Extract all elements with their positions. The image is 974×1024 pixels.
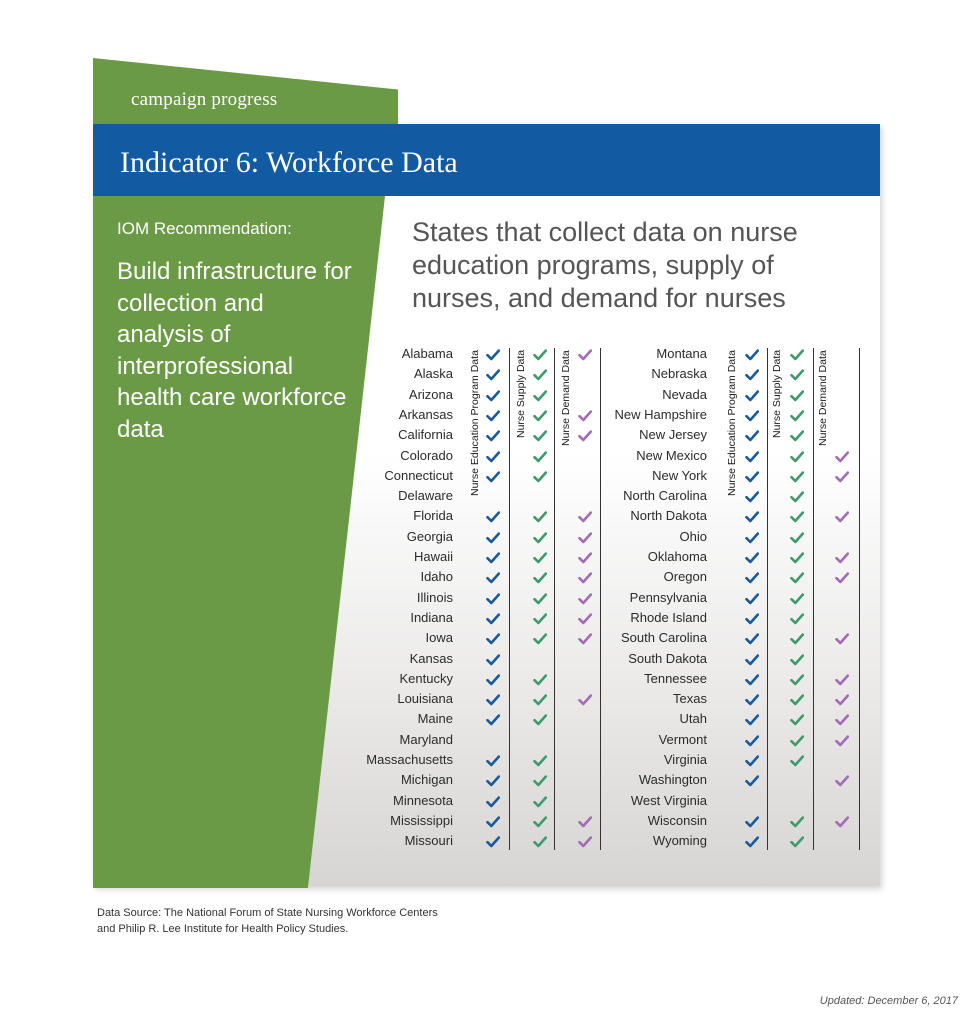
source-line-1: Data Source: The National Forum of State Nursing Workforce Centers: [97, 907, 438, 919]
supply-check-icon: [790, 713, 804, 725]
education-check-icon: [745, 389, 759, 401]
education-check-icon: [745, 653, 759, 665]
state-label: Missouri: [404, 833, 453, 849]
supply-check-icon: [790, 389, 804, 401]
state-label: Colorado: [400, 447, 453, 463]
education-check-icon: [745, 612, 759, 624]
column-header-education: Nurse Education Program Data: [469, 350, 481, 496]
state-label: Montana: [656, 346, 707, 361]
state-label: Arkansas: [398, 406, 453, 422]
state-label: Maryland: [399, 731, 453, 747]
page-title: Indicator 6: Workforce Data: [120, 146, 458, 179]
column-divider: [859, 348, 860, 850]
state-label: Utah: [679, 711, 707, 727]
supply-check-icon: [790, 551, 804, 563]
state-label: Virginia: [663, 752, 707, 767]
state-label: West Virginia: [630, 792, 707, 808]
state-label: Pennsylvania: [629, 589, 707, 605]
education-check-icon: [745, 551, 759, 563]
education-check-icon: [745, 510, 759, 522]
state-label: Hawaii: [413, 549, 453, 564]
supply-check-icon: [790, 835, 804, 847]
supply-check-icon: [790, 571, 804, 583]
state-label: Alaska: [413, 366, 453, 382]
demand-check-icon: [835, 713, 849, 725]
column-header-education: Nurse Education Program Data: [726, 350, 738, 496]
supply-check-icon: [790, 815, 804, 827]
state-label: New Hampshire: [614, 406, 707, 422]
demand-check-icon: [835, 551, 849, 563]
state-label: Kentucky: [399, 670, 453, 686]
education-check-icon: [745, 693, 759, 705]
state-label: Wyoming: [652, 833, 707, 849]
education-check-icon: [745, 368, 759, 380]
state-label: Illinois: [416, 589, 453, 605]
state-label: Idaho: [420, 569, 453, 585]
state-label: Connecticut: [384, 467, 453, 483]
education-check-icon: [745, 754, 759, 766]
state-label: Maine: [417, 711, 453, 727]
state-label: Tennessee: [644, 670, 707, 686]
state-label: Kansas: [409, 650, 453, 666]
supply-check-icon: [790, 734, 804, 746]
state-label: Ohio: [679, 528, 707, 544]
state-label: South Dakota: [628, 650, 707, 666]
demand-check-icon: [835, 774, 849, 786]
recommendation-text: Build infrastructure for collection and analysis of interprofessional health care workforce data: [117, 258, 352, 443]
supply-check-icon: [790, 490, 804, 502]
state-label: Louisiana: [397, 691, 453, 707]
state-label: Florida: [413, 508, 453, 524]
education-check-icon: [745, 632, 759, 644]
supply-check-icon: [790, 592, 804, 604]
column-header-supply: Nurse Supply Data: [771, 349, 783, 438]
supply-check-icon: [790, 470, 804, 482]
chart-title: States that collect data on nurse education programs, supply of nurses, and demand for nurses: [412, 217, 798, 313]
source-line-2: and Philip R. Lee Institute for Health Policy Studies.: [97, 923, 349, 935]
state-label: Nevada: [662, 386, 707, 402]
demand-check-icon: [835, 693, 849, 705]
demand-check-icon: [835, 571, 849, 583]
supply-check-icon: [790, 510, 804, 522]
supply-check-icon: [790, 673, 804, 685]
state-label: New Jersey: [639, 427, 707, 443]
education-check-icon: [745, 571, 759, 583]
state-label: Texas: [673, 691, 707, 707]
demand-check-icon: [835, 510, 849, 522]
education-check-icon: [745, 815, 759, 827]
state-label: New York: [652, 467, 707, 483]
state-label: North Carolina: [623, 488, 707, 504]
state-label: Massachusetts: [366, 752, 453, 767]
supply-check-icon: [790, 409, 804, 421]
state-label: Georgia: [406, 528, 453, 544]
education-check-icon: [745, 592, 759, 604]
education-check-icon: [745, 409, 759, 421]
supply-check-icon: [790, 531, 804, 543]
supply-check-icon: [790, 632, 804, 644]
column-header-demand: Nurse Demand Data: [560, 350, 572, 446]
education-check-icon: [745, 429, 759, 441]
demand-check-icon: [835, 470, 849, 482]
education-check-icon: [745, 774, 759, 786]
demand-check-icon: [835, 673, 849, 685]
state-label: Vermont: [658, 731, 707, 747]
column-header-demand: Nurse Demand Data: [817, 350, 829, 446]
supply-check-icon: [790, 754, 804, 766]
supply-check-icon: [790, 653, 804, 665]
state-label: California: [398, 427, 453, 443]
state-label: Mississippi: [390, 812, 453, 828]
state-label: Indiana: [410, 609, 453, 625]
education-check-icon: [745, 490, 759, 502]
state-label: Delaware: [398, 488, 453, 504]
state-label: New Mexico: [636, 447, 707, 463]
education-check-icon: [745, 835, 759, 847]
recommendation-label: IOM Recommendation:: [117, 219, 292, 238]
tab-label: campaign progress: [131, 89, 278, 110]
state-label: Rhode Island: [630, 609, 707, 625]
demand-check-icon: [835, 450, 849, 462]
state-label: North Dakota: [630, 508, 707, 524]
education-check-icon: [745, 734, 759, 746]
column-divider: [813, 348, 814, 850]
supply-check-icon: [790, 693, 804, 705]
data-source: [97, 905, 438, 937]
education-check-icon: [745, 673, 759, 685]
state-label: Minnesota: [393, 792, 453, 808]
updated-date: Updated: December 6, 2017: [819, 995, 958, 1007]
demand-check-icon: [835, 632, 849, 644]
supply-check-icon: [790, 429, 804, 441]
supply-check-icon: [790, 450, 804, 462]
education-check-icon: [745, 348, 759, 360]
demand-check-icon: [835, 815, 849, 827]
supply-check-icon: [790, 348, 804, 360]
education-check-icon: [745, 470, 759, 482]
education-check-icon: [745, 531, 759, 543]
state-label: Washington: [638, 772, 707, 788]
supply-check-icon: [790, 612, 804, 624]
state-label: Michigan: [400, 772, 453, 788]
state-label: Oklahoma: [647, 549, 707, 564]
education-check-icon: [745, 713, 759, 725]
column-header-supply: Nurse Supply Data: [515, 349, 527, 438]
column-divider: [767, 348, 768, 850]
state-label: Iowa: [425, 630, 453, 646]
demand-check-icon: [835, 734, 849, 746]
state-label: South Carolina: [621, 630, 707, 646]
state-label: Alabama: [401, 346, 453, 361]
education-check-icon: [745, 450, 759, 462]
state-label: Arizona: [408, 386, 453, 402]
state-label: Nebraska: [651, 366, 707, 382]
state-label: Wisconsin: [647, 812, 707, 828]
supply-check-icon: [790, 368, 804, 380]
state-label: Oregon: [663, 569, 707, 585]
